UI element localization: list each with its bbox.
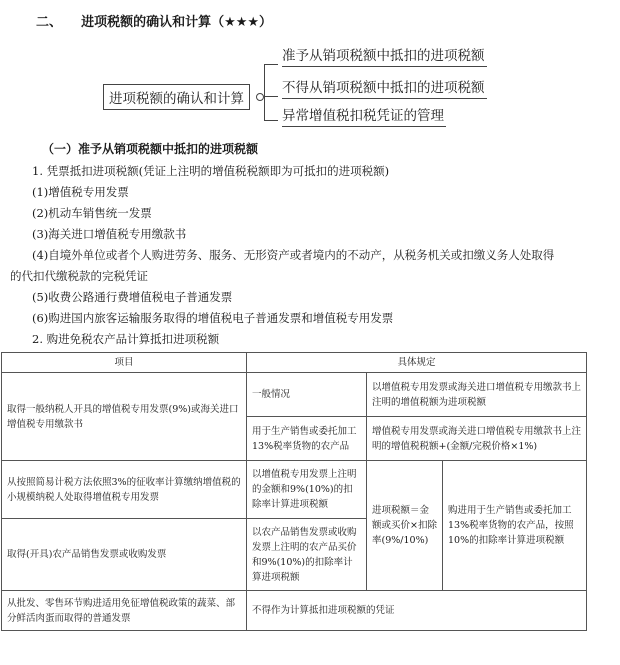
table-cell: 以增值税专用发票或海关进口增值税专用缴款书上注明的增值税额为进项税额: [367, 373, 587, 417]
list-sub-item: (3)海关进口增值税专用缴款书: [32, 227, 187, 241]
mindmap-node-dot: [256, 93, 264, 101]
mindmap-connector: [264, 120, 278, 121]
table-cell: 增值税专用发票或海关进口增值税专用缴款书上注明的增值税税额+(金额/完税价格×1%): [367, 417, 587, 461]
list-sub-item-continued: 的代扣代缴税款的完税凭证: [10, 269, 148, 283]
table-cell-item: 取得(开具)农产品销售发票或收购发票: [2, 519, 247, 591]
mindmap-branch: [282, 44, 487, 67]
section-heading: [36, 11, 272, 30]
table-cell: 用于生产销售或委托加工13%税率货物的农产品: [247, 417, 367, 461]
table-header-cell: 项目: [2, 353, 247, 373]
mindmap-branch-label: 不得从销项税额中抵扣的进项税额: [282, 80, 485, 96]
table-cell: 以增值税专用发票上注明的金额和9%(10%)的扣除率计算进项税额: [247, 461, 367, 519]
list-item-2: 2. 购进免税农产品计算抵扣进项税额: [32, 332, 220, 346]
table-cell: 一般情况: [247, 373, 367, 417]
table-header-cell: 具体规定: [247, 353, 587, 373]
mindmap-connector: [264, 64, 278, 65]
mindmap-branch-label: 准予从销项税额中抵扣的进项税额: [282, 48, 485, 64]
mindmap-connector: [264, 96, 278, 97]
mindmap-branch: [282, 76, 487, 99]
subsection-title: （一）准予从销项税额中抵扣的进项税额: [42, 142, 259, 156]
table-cell-special: 购进用于生产销售或委托加工13%税率货物的农产品，按照10%的扣除率计算进项税额: [443, 461, 587, 591]
table-header-row: [2, 353, 587, 373]
section-number: 二、: [36, 15, 63, 30]
table-cell-item: 从按照简易计税方法依照3%的征收率计算缴纳增值税的小规模纳税人处取得增值税专用发票: [2, 461, 247, 519]
table-cell-formula: 进项税额＝金额或买价×扣除率(9%/10%): [367, 461, 443, 591]
mindmap-branch-label: 异常增值税扣税凭证的管理: [282, 108, 444, 124]
table-cell-item: 取得一般纳税人开具的增值税专用发票(9%)或海关进口增值税专用缴款书: [2, 373, 247, 461]
section-title: 进项税额的确认和计算（★★★）: [81, 15, 273, 30]
list-sub-item: (2)机动车销售统一发票: [32, 206, 152, 220]
table-row: [2, 373, 587, 417]
list-sub-item: (6)购进国内旅客运输服务取得的增值税电子普通发票和增值税专用发票: [32, 311, 394, 325]
mindmap-root-label: 进项税额的确认和计算: [109, 91, 244, 107]
table-row: [2, 461, 587, 519]
table-cell-item: 从批发、零售环节购进适用免征增值税政策的蔬菜、部分鲜活肉蛋而取得的普通发票: [2, 591, 247, 631]
mindmap-root: [103, 84, 250, 110]
deduction-rules-table: [1, 352, 587, 631]
list-sub-item: (5)收费公路通行费增值税电子普通发票: [32, 290, 233, 304]
table-cell: 不得作为计算抵扣进项税额的凭证: [247, 591, 587, 631]
mindmap-branch: [282, 104, 446, 127]
list-sub-item: (1)增值税专用发票: [32, 185, 129, 199]
mindmap-bracket: [264, 64, 265, 120]
list-item-1: 1. 凭票抵扣进项税额(凭证上注明的增值税税额即为可抵扣的进项税额): [32, 164, 390, 178]
list-sub-item: (4)自境外单位或者个人购进劳务、服务、无形资产或者境内的不动产，从税务机关或扣缴义务人处取得: [32, 248, 555, 262]
table-cell: 以农产品销售发票或收购发票上注明的农产品买价和9%(10%)的扣除率计算进项税额: [247, 519, 367, 591]
table-row: [2, 591, 587, 631]
